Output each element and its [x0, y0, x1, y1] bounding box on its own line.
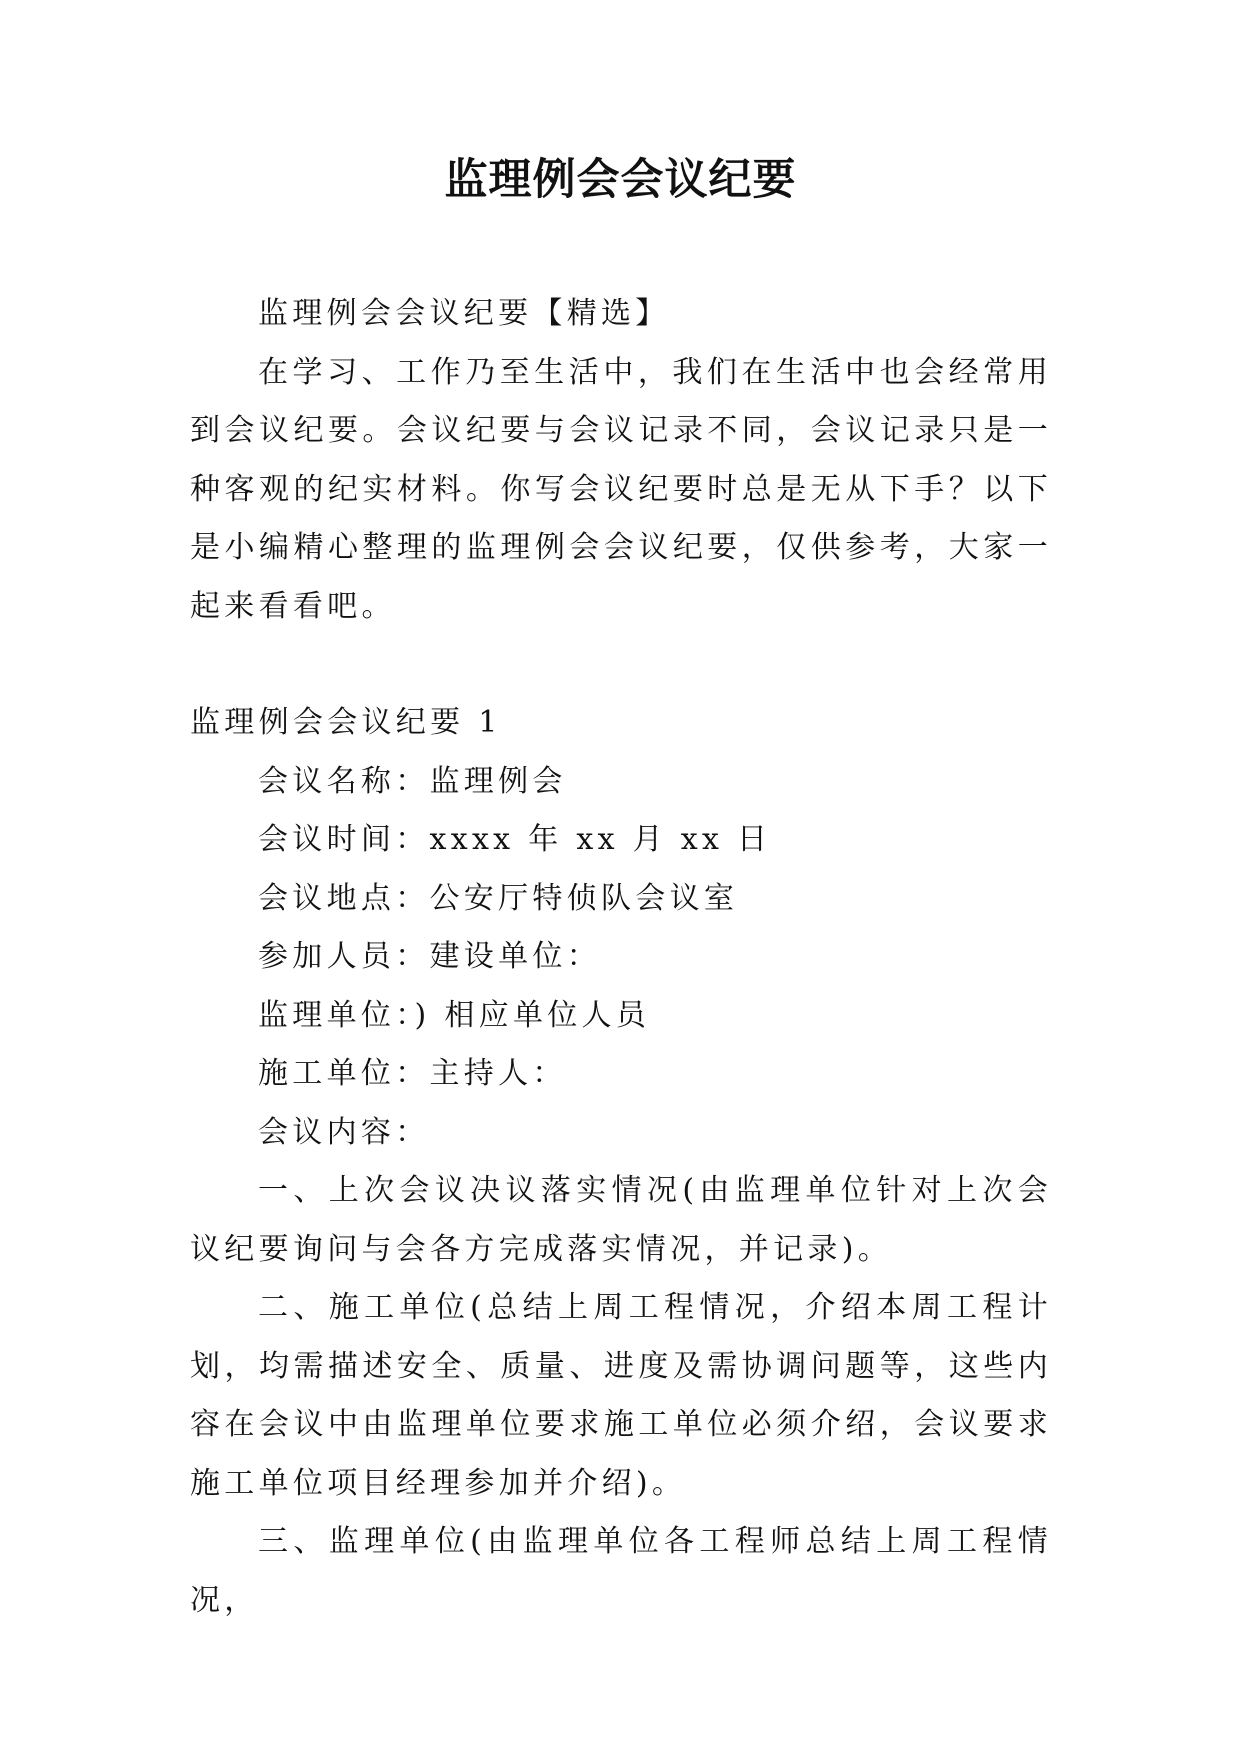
supervision-unit-line: 监理单位：) 相应单位人员 [258, 997, 651, 1033]
document-body [190, 285, 1052, 1630]
item-one: 一、上次会议决议落实情况(由监理单位针对上次会议纪要询问与会各方完成落实情况，并记录)。 [190, 1173, 1052, 1267]
intro-heading: 监理例会会议纪要【精选】 [258, 296, 670, 331]
document-title: 监理例会会议纪要 [444, 155, 797, 205]
meeting-content-line: 会议内容： [258, 1114, 430, 1150]
item-three: 三、监理单位(由监理单位各工程师总结上周工程情况， [190, 1524, 1052, 1618]
construction-unit-line: 施工单位：主持人： [258, 1056, 567, 1091]
section-heading: 监理例会会议纪要 1 [190, 705, 502, 740]
intro-paragraph: 在学习、工作乃至生活中，我们在生活中也会经常用到会议纪要。会议纪要与会议记录不同，会议记录只是一种客观的纪实材料。你写会议纪要时总是无从下手？以下是小编精心整理的监理例会会议纪要，仅供参考，大家一起来看看吧。 [190, 354, 1052, 624]
participants-line: 参加人员：建设单位： [258, 939, 601, 974]
meeting-location-line: 会议地点：公安厅特侦队会议室 [258, 880, 739, 916]
item-two: 二、施工单位(总结上周工程情况，介绍本周工程计划，均需描述安全、质量、进度及需协调问题等，这些内容在会议中由监理单位要求施工单位必须介绍，会议要求施工单位项目经理参加并介绍)。 [190, 1290, 1052, 1501]
meeting-time-line: 会议时间：xxxx 年 xx 月 xx 日 [258, 822, 772, 857]
meeting-name-line: 会议名称：监理例会 [258, 763, 567, 799]
